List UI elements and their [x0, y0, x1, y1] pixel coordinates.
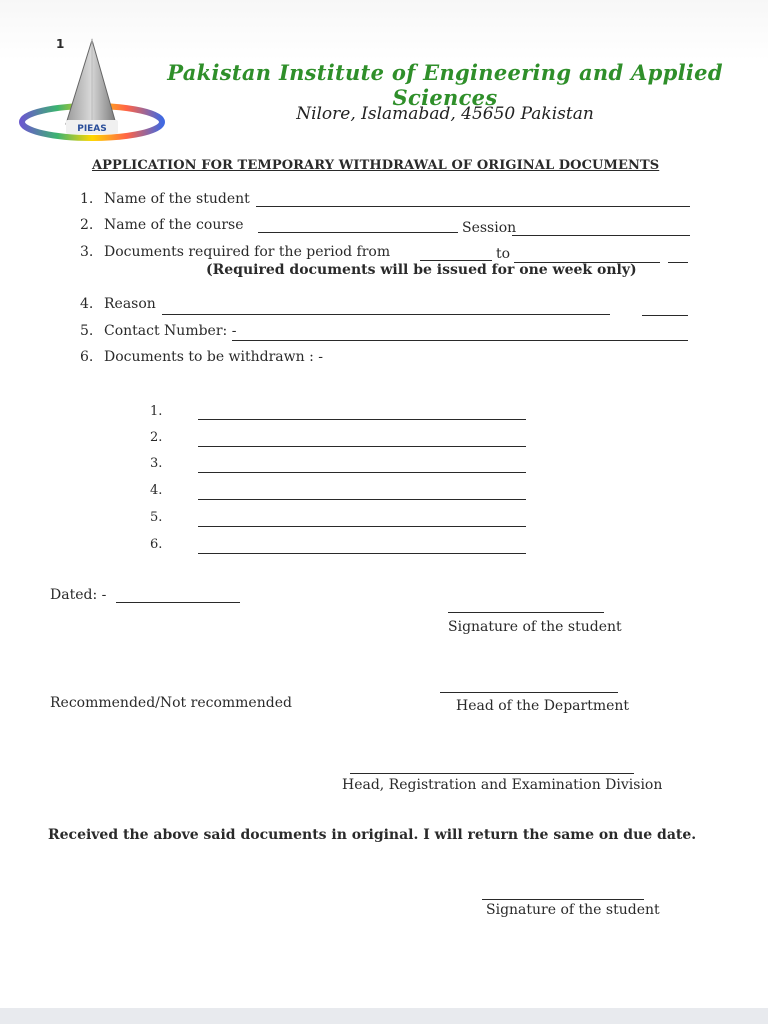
- document-item-number: 2.: [150, 430, 163, 445]
- student-signature-line-2[interactable]: [482, 899, 644, 900]
- field-label: Documents required for the period from: [104, 244, 391, 260]
- field-label: Documents to be withdrawn : -: [104, 349, 324, 365]
- student-signature-label: Signature of the student: [448, 619, 622, 635]
- field-contact: [80, 323, 236, 339]
- field-reason: [80, 296, 156, 312]
- field-number: 3.: [80, 244, 94, 260]
- pieas-logo: [16, 38, 166, 144]
- field-number: 5.: [80, 323, 94, 339]
- dated-line[interactable]: [116, 602, 240, 603]
- student-signature-label-2: Signature of the student: [486, 902, 660, 918]
- logo-text: PIEAS: [77, 124, 107, 134]
- form-title: APPLICATION FOR TEMPORARY WITHDRAWAL OF ORIGINAL DOCUMENTS: [92, 158, 660, 173]
- field-label: Reason: [104, 296, 156, 312]
- dated-label: Dated: -: [50, 587, 107, 603]
- institute-address: Nilore, Islamabad, 45650 Pakistan: [296, 104, 594, 124]
- received-statement: Received the above said documents in original. I will return the same on due date.: [48, 827, 697, 843]
- document-item-line[interactable]: [198, 499, 526, 500]
- bottom-strip: [0, 1008, 768, 1024]
- field-period: [80, 244, 390, 260]
- contact-line[interactable]: [232, 340, 688, 341]
- field-number: 6.: [80, 349, 94, 365]
- student-signature-line[interactable]: [448, 612, 604, 613]
- period-extra-line: [668, 262, 688, 263]
- document-item-line[interactable]: [198, 446, 526, 447]
- document-item-line[interactable]: [198, 526, 526, 527]
- field-label: Name of the student: [104, 191, 250, 207]
- document-item-number: 4.: [150, 483, 163, 498]
- registration-head-label: Head, Registration and Examination Division: [342, 777, 663, 793]
- session-line[interactable]: [512, 235, 690, 236]
- period-note: (Required documents will be issued for one week only): [206, 262, 637, 278]
- field-label: Contact Number: -: [104, 323, 237, 339]
- field-number: 4.: [80, 296, 94, 312]
- field-course: [80, 217, 244, 233]
- hod-label: Head of the Department: [456, 698, 630, 714]
- field-documents: [80, 349, 323, 365]
- period-to-label: to: [496, 246, 511, 262]
- period-from-line[interactable]: [420, 260, 492, 261]
- document-item-number: 1.: [150, 404, 163, 419]
- recommend-label: Recommended/Not recommended: [50, 695, 292, 711]
- reason-line[interactable]: [162, 314, 610, 315]
- hod-signature-line[interactable]: [440, 692, 618, 693]
- field-student-name: [80, 191, 250, 207]
- student-name-line[interactable]: [256, 206, 690, 207]
- document-item-line[interactable]: [198, 553, 526, 554]
- field-number: 2.: [80, 217, 94, 233]
- document-item-line[interactable]: [198, 472, 526, 473]
- field-label: Name of the course: [104, 217, 244, 233]
- reason-extra-line: [642, 315, 688, 316]
- page-number: 1: [56, 37, 65, 51]
- session-label: Session: [462, 220, 517, 236]
- document-item-number: 3.: [150, 456, 163, 471]
- registration-signature-line[interactable]: [350, 773, 634, 774]
- document-item-line[interactable]: [198, 419, 526, 420]
- field-number: 1.: [80, 191, 94, 207]
- document-item-number: 6.: [150, 537, 163, 552]
- document-item-number: 5.: [150, 510, 163, 525]
- course-line[interactable]: [258, 232, 458, 233]
- institute-name: Pakistan Institute of Engineering and Applied Sciences: [167, 60, 723, 110]
